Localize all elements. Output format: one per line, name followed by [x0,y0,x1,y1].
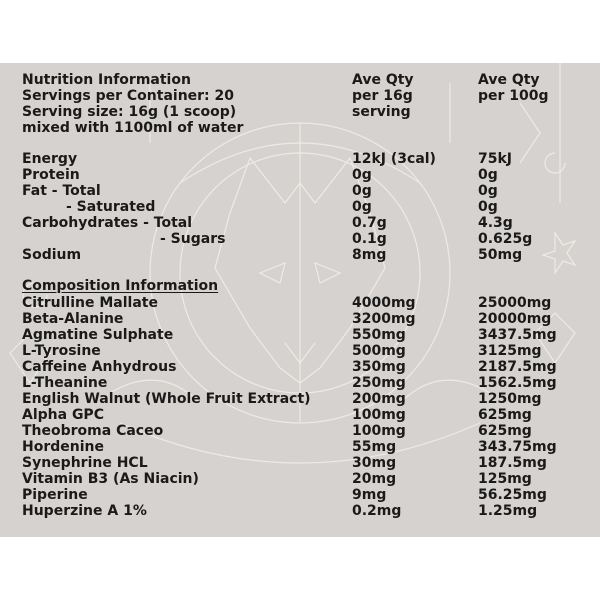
nutrition-row-protein [0,167,600,183]
per-100g-value: 4.3g [478,215,513,231]
col3-heading-line2: per 100g [478,88,549,104]
per-100g-value: 50mg [478,247,523,263]
per-serving-value: 0g [352,167,372,183]
composition-row [0,439,600,455]
composition-title-row [0,278,600,294]
per-100g-value: 125mg [478,471,532,487]
header-row-4 [0,120,600,136]
composition-row [0,375,600,391]
per-serving-value: 12kJ (3cal) [352,151,436,167]
per-100g-value: 3437.5mg [478,327,557,343]
ingredient-name: Huperzine A 1% [22,503,147,519]
composition-row [0,471,600,487]
per-100g-value: 75kJ [478,151,513,167]
ingredient-name: English Walnut (Whole Fruit Extract) [22,391,311,407]
per-serving-value: 0.1g [352,231,387,247]
per-serving-value: 0g [352,199,372,215]
nutrition-label: Fat - Total [22,183,101,199]
per-serving-value: 9mg [352,487,387,503]
composition-row [0,327,600,343]
composition-title: Composition Information [22,278,219,294]
composition-row [0,423,600,439]
col3-heading-line1: Ave Qty [478,72,540,88]
mixed-with: mixed with 1100ml of water [22,120,244,136]
per-serving-value: 250mg [352,375,406,391]
servings-per-container: Servings per Container: 20 [22,88,235,104]
nutrition-label-panel [0,63,600,537]
per-100g-value: 3125mg [478,343,542,359]
composition-row [0,455,600,471]
nutrition-row-fat-saturated [0,199,600,215]
ingredient-name: Citrulline Mallate [22,295,158,311]
nutrition-sublabel: - Saturated [66,199,156,215]
per-100g-value: 1562.5mg [478,375,557,391]
per-100g-value: 343.75mg [478,439,557,455]
col2-heading-line2: per 16g [352,88,413,104]
per-100g-value: 1.25mg [478,503,538,519]
ingredient-name: Piperine [22,487,88,503]
ingredient-name: Beta-Alanine [22,311,124,327]
composition-row [0,487,600,503]
ingredient-name: Alpha GPC [22,407,104,423]
col2-heading-line3: serving [352,104,411,120]
per-serving-value: 350mg [352,359,406,375]
per-serving-value: 30mg [352,455,397,471]
composition-row [0,311,600,327]
ingredient-name: Theobroma Caceo [22,423,164,439]
per-serving-value: 55mg [352,439,397,455]
per-serving-value: 100mg [352,423,406,439]
per-serving-value: 20mg [352,471,397,487]
per-serving-value: 200mg [352,391,406,407]
nutrition-label: Protein [22,167,80,183]
ingredient-name: Caffeine Anhydrous [22,359,177,375]
col2-heading-line1: Ave Qty [352,72,414,88]
per-100g-value: 0.625g [478,231,533,247]
per-100g-value: 0g [478,167,498,183]
per-serving-value: 500mg [352,343,406,359]
per-100g-value: 20000mg [478,311,552,327]
header-row-3 [0,104,600,120]
composition-row [0,343,600,359]
ingredient-name: Hordenine [22,439,104,455]
composition-row [0,359,600,375]
ingredient-name: L-Theanine [22,375,108,391]
per-100g-value: 625mg [478,407,532,423]
nutrition-title: Nutrition Information [22,72,191,88]
per-100g-value: 625mg [478,423,532,439]
nutrition-label: Energy [22,151,78,167]
per-100g-value: 56.25mg [478,487,547,503]
per-100g-value: 187.5mg [478,455,547,471]
composition-row [0,295,600,311]
per-serving-value: 0g [352,183,372,199]
nutrition-row-sodium [0,247,600,263]
per-serving-value: 0.2mg [352,503,402,519]
ingredient-name: Vitamin B3 (As Niacin) [22,471,199,487]
nutrition-row-energy [0,151,600,167]
per-100g-value: 1250mg [478,391,542,407]
per-serving-value: 8mg [352,247,387,263]
header-row-2 [0,88,600,104]
per-serving-value: 3200mg [352,311,416,327]
header-row-1 [0,72,600,88]
per-serving-value: 4000mg [352,295,416,311]
composition-row [0,503,600,519]
composition-row [0,391,600,407]
per-100g-value: 0g [478,199,498,215]
nutrition-sublabel: - Sugars [160,231,226,247]
per-100g-value: 0g [478,183,498,199]
nutrition-row-fat-total [0,183,600,199]
ingredient-name: Synephrine HCL [22,455,148,471]
per-serving-value: 100mg [352,407,406,423]
composition-row [0,407,600,423]
per-serving-value: 550mg [352,327,406,343]
per-serving-value: 0.7g [352,215,387,231]
per-100g-value: 2187.5mg [478,359,557,375]
ingredient-name: L-Tyrosine [22,343,101,359]
per-100g-value: 25000mg [478,295,552,311]
nutrition-row-carbs-total [0,215,600,231]
nutrition-row-carbs-sugars [0,231,600,247]
serving-size: Serving size: 16g (1 scoop) [22,104,237,120]
ingredient-name: Agmatine Sulphate [22,327,174,343]
nutrition-label: Sodium [22,247,82,263]
nutrition-label: Carbohydrates - Total [22,215,193,231]
